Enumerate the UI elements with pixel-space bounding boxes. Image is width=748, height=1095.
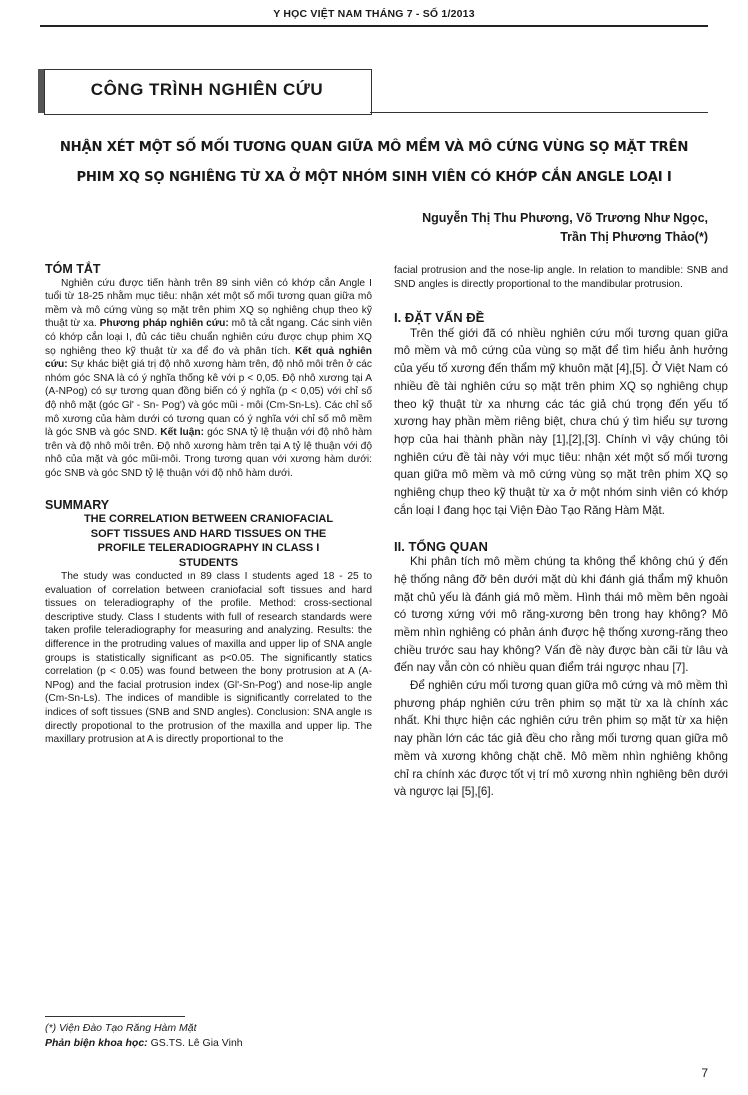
abstract-conclusion-label: Kết luận: [160,427,205,439]
section-label: CÔNG TRÌNH NGHIÊN CỨU [90,80,324,99]
left-column [45,263,372,747]
author-list [422,209,708,247]
summary-title-line-1: THE CORRELATION BETWEEN CRANIOFACIAL [83,513,334,526]
section-1-body: Trên thế giới đã có nhiều nghiên cứu mối tương quan giữa mô mềm và mô cứng của vùng sọ mặt để tìm hiểu ảnh hưởng của yếu tố xương đến thẩm mỹ khuôn mặt [4],[5]. Ở Việt Nam có nhiều đề tài nghiên cứu sọ mặt trên phim XQ sọ nghiêng chụp theo kỹ thuật từ xa nhưng các tác giả chú trọng đến yếu tố xương hay phần mềm riêng biệt, chưa chú ý tìm hiểu sự tương hợp của hai thành phần này [1],[2],[3]. Chính vì vậy chúng tôi nghiên cứu đề tài này với mục tiêu: nhận xét một số mối tương quan giữa mô mềm và mô cứng vùng sọ mặt trên phim XQ sọ nghiêng chụp theo kỹ thuật từ xa ở một nhóm sinh viên có khớp cắn loại I đang học tại Viện Đào Tạo Răng Hàm Mặt. [394,326,728,517]
abstract-text-3: Sự khác biệt giá trị độ nhô xương hàm trên, độ nhô môi trên ở các nhóm góc SNA là có ý nghĩa thống kê với p < 0,05. Độ nhô xương tại A (A-NPog) có sự tương quan đồng biến có ý nghĩa (p < 0,05) với chỉ số độ nhô mặt (góc Gl' - Sn- Pog') và góc mũi - môi (Cm-Sn-Ls). Các chỉ số mô xương của hàm dưới có tương quan có ý nghĩa với chỉ số mô mềm là góc SNB và góc SND. [45,359,372,439]
footnote-reviewer [45,1036,243,1051]
journal-header: Y HỌC VIỆT NAM THÁNG 7 - SỐ 1/2013 [273,8,475,20]
summary-continued: facial protrusion and the nose-lip angle. In relation to mandible: SNB and SND angles is directly proportional to the mandibular protrusion. [394,265,728,290]
reviewer-label: Phản biện khoa học: [45,1037,148,1049]
summary-title-line-3: PROFILE TELERADIOGRAPHY IN CLASS I [97,542,320,555]
abstract-text-2: mô tả cắt ngang. Các sinh viên có khớp cắn loại I, đủ các tiêu chuẩn nghiên cứu được chụp phim XQ sọ nghiêng theo kỹ thuật từ xa để đo và phân tích. [45,318,372,357]
section-2-heading: II. TỔNG QUAN [394,538,488,554]
footnote-rule [45,1016,185,1017]
authors-line-1: Nguyễn Thị Thu Phương, Võ Trương Như Ngọc, [422,211,708,225]
summary-title-line-2: SOFT TISSUES AND HARD TISSUES ON THE [90,527,327,540]
section-2-paragraph-1: Khi phân tích mô mềm chúng ta không thể không chú ý đến hệ thống nâng đỡ bên dưới mặt dù khi đánh giá thẩm mỹ khuôn mặt chủ yếu là đánh giá mô mềm. Hình thái mô mềm bên ngoài có tương xứng với mô răng-xương bên trong hay không? Mô mềm nhìn nghiêng có phản ánh được hệ thống xương-răng theo chiều trước sau hay không? Vấn đề này được bàn cãi từ lâu và đến nay vẫn còn có nhiều quan điểm trái ngược nhau [7]. [394,555,728,675]
abstract-text-1: Nghiên cứu được tiến hành trên 89 sinh viên có khớp cắn Angle I tuổi từ 18-25 nhằm mục tiêu: nhận xét một số mối tương quan giữa mô mềm và mô cứng vùng sọ mặt trên phim XQ sọ nghiêng chụp theo kỹ thuật từ xa. [45,277,372,330]
paper-title-line-2: PHIM XQ SỌ NGHIÊNG TỪ XA Ở MỘT NHÓM SINH VIÊN CÓ KHỚP CẮN ANGLE LOẠI I [76,170,672,185]
reviewer-name: GS.TS. Lê Gia Vinh [147,1037,243,1049]
header-rule [40,25,708,27]
section-box-rule [370,112,708,113]
page-number: 7 [701,1066,708,1080]
right-column [394,264,728,801]
summary-body: The study was conducted ın 89 class I students aged 18 - 25 to evaluation of correlation between craniofacial soft tissues and hard tissues on teleradiography of the profile. Method: cross-sectional descriptive study. Class I students with full of research standards were taken profile teleradiography for measuring and analyzing. Results: the difference in the protruding values of maxilla and upper lip of SNA angle groups is statistically significant as p<0.05. The significantly statics correlation (p < 0.05) was found between the bony protrusion at A (A-NPog) and the facial protrusion index (Gl'-Sn-Pog') and nose-lip angle (Cm-Sn-Ls). The indices of mandible is significantly correlated to the indices of soft tissues (SNB and SND angles). Conclusion: SNA angle ıs directly propotional to the protrusion of the maxilla and upper lip. The maxillary protrusion at A is directly proportional to the [45,571,372,746]
abstract-results-label: Kết quả nghiên cứu: [45,345,373,371]
footnote-affiliation: (*) Viện Đào Tạo Răng Hàm Mặt [45,1022,197,1034]
paper-title [40,133,708,193]
abstract-text-4: góc SNA tỷ lệ thuận với độ nhô hàm trên và độ nhô môi trên. Độ nhô xương hàm trên tại A tỷ lệ thuận với độ nhô của mặt và góc mũi-môi. Trong tương quan với xương hàm dưới: góc SNB và góc SND tỷ lệ thuận với độ nhô hàm dưới. [45,427,372,479]
section-1-heading: I. ĐẶT VẤN ĐỀ [394,310,485,326]
section-2-paragraph-2: Để nghiên cứu mối tương quan giữa mô cứng và mô mềm thì phương pháp nghiên cứu trên phim sọ mặt từ xa là chính xác nhất. Khi thực hiện các nghiên cứu trên phim sọ mặt từ xa hiện nay phần lớn các tác giả đều cho rằng mối tương quan giữa mô mềm và xương không chặt chẽ. Mô mềm nhìn nghiêng không chỉ ra chính xác được tốt vị trí mô xương nhìn nghiêng bên dưới và ngược lại [5],[6]. [394,679,728,799]
abstract-heading: TÓM TẮT [45,262,101,276]
authors-line-2: Trần Thị Phương Thảo(*) [560,230,708,244]
summary-heading: SUMMARY [45,497,110,512]
paper-title-line-1: NHẬN XÉT MỘT SỐ MỐI TƯƠNG QUAN GIỮA MÔ MỀM VÀ MÔ CỨNG VÙNG SỌ MẶT TRÊN [59,140,689,155]
abstract-body [45,277,372,481]
abstract-method-label: Phương pháp nghiên cứu: [99,318,229,330]
summary-title-line-4: STUDENTS [178,556,239,569]
